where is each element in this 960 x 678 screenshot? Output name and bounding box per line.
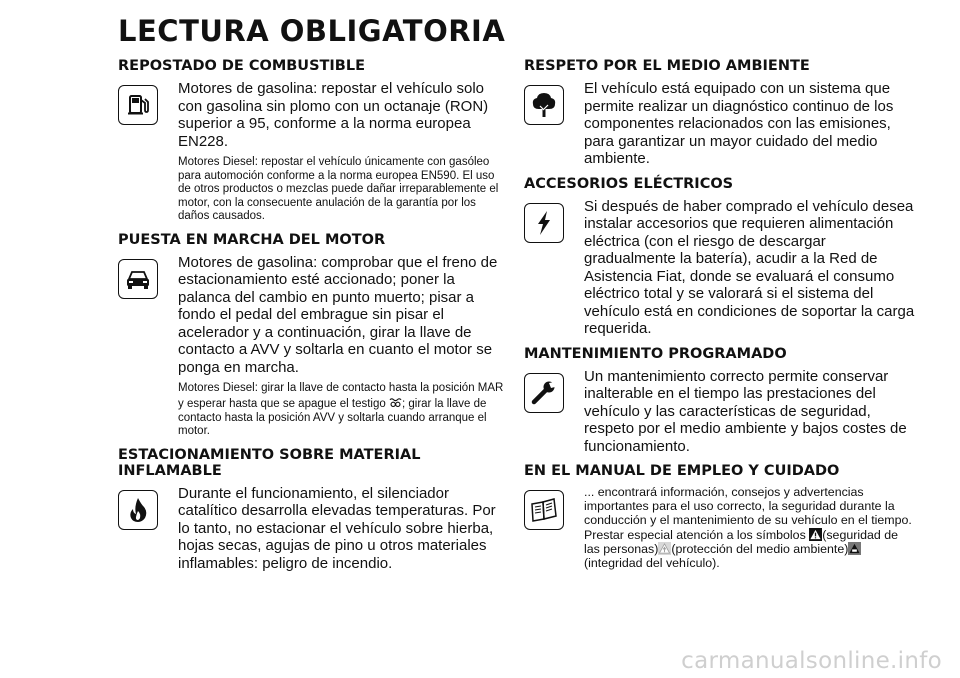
tree-icon — [524, 85, 564, 125]
lightning-icon — [524, 203, 564, 243]
warning-environment-icon — [658, 542, 671, 555]
engine-start-text-before: Motores Diesel: girar la llave de contacto hasta la posición MAR y esperar hasta que se apague el testigo — [178, 382, 504, 411]
car-icon — [118, 259, 158, 299]
refuel-text-main: Motores de gasolina: repostar el vehículo solo con gasolina sin plomo con un octanaje (RON) superior a 95, conforme a la norma europea EN228. — [178, 80, 489, 150]
engine-start-text-main: Motores de gasolina: comprobar que el freno de estacionamiento esté accionado; poner la palanca del cambio en punto muerto; pisar a fondo el pedal del embrague sin pisar el acelerador y a continuación, girar la llave de contacto a AVV y soltarla en cuanto el motor se ponga en marcha. — [178, 253, 498, 376]
book-icon — [524, 490, 564, 530]
watermark: carmanualsonline.info — [681, 648, 942, 674]
section-parking — [118, 447, 510, 573]
section-heading-engine-start: PUESTA EN MARCHA DEL MOTOR — [118, 231, 386, 248]
engine-start-text-after: ; girar la llave de contacto hasta la posición AVV y soltarla cuando arranque el motor. — [178, 398, 487, 438]
section-electrical — [524, 176, 916, 338]
section-heading-parking: ESTACIONAMIENTO SOBRE MATERIAL INFLAMABLE — [118, 446, 421, 479]
section-engine-start — [118, 232, 510, 439]
flame-icon — [118, 490, 158, 530]
wrench-icon — [524, 373, 564, 413]
section-heading-electrical: ACCESORIOS ELÉCTRICOS — [524, 175, 734, 192]
maintenance-text-main: Un mantenimiento correcto permite conservar inalterable en el tiempo las prestaciones del vehículo y las características de seguridad, respeto por el medio ambiente y bajos costes de funcionamiento. — [584, 367, 907, 455]
engine-start-text-secondary — [178, 382, 510, 438]
section-refuel — [118, 58, 510, 224]
section-manual — [524, 463, 916, 570]
right-column — [524, 58, 916, 570]
refuel-text-secondary: Motores Diesel: repostar el vehículo únicamente con gasóleo para automoción conforme a la norma europea EN590. El uso de otros productos o mezclas puede dañar irreparablemente el motor, con la consecuente anulación de la garantía por los daños causados. — [178, 156, 499, 223]
glow-plug-icon — [389, 396, 402, 409]
electrical-text-main: Si después de haber comprado el vehículo desea instalar accesorios que requieren alimentación eléctrica (con el riesgo de descargar gradualmente la batería), acudir a la Red de Asistencia Fiat, donde se evaluará el consumo eléctrico total y se valorará si el sistema del vehículo está en condiciones de soportar la carga requerida. — [584, 197, 915, 337]
manual-text — [584, 485, 916, 570]
manual-text-2: (seguridad de las personas) — [584, 527, 899, 556]
manual-text-4: (integridad del vehículo). — [584, 556, 720, 571]
page-title: LECTURA OBLIGATORIA — [118, 14, 506, 48]
warning-vehicle-icon — [848, 542, 861, 555]
section-environment — [524, 58, 916, 168]
section-heading-maintenance: MANTENIMIENTO PROGRAMADO — [524, 345, 787, 362]
section-heading-manual: EN EL MANUAL DE EMPLEO Y CUIDADO — [524, 463, 840, 479]
manual-text-1: ... encontrará información, consejos y advertencias importantes para el uso correcto, la seguridad durante la conducción y el mantenimiento de su vehículo en el tiempo. Prestar especial atención a los símbolos — [584, 485, 912, 542]
warning-person-icon — [809, 528, 822, 541]
left-column — [118, 58, 510, 572]
section-heading-refuel: REPOSTADO DE COMBUSTIBLE — [118, 58, 366, 74]
section-maintenance — [524, 346, 916, 456]
fuel-pump-icon — [118, 85, 158, 125]
environment-text-main: El vehículo está equipado con un sistema que permite realizar un diagnóstico continuo de los componentes relacionados con las emisiones, para garantizar un mayor cuidado del medio ambiente. — [584, 80, 894, 167]
manual-text-3: (protección del medio ambiente) — [671, 541, 849, 556]
parking-text-main: Durante el funcionamiento, el silenciador catalítico desarrolla elevadas temperaturas. Por lo tanto, no estacionar el vehículo sobre hierba, hojas secas, agujas de pino u otros materiales inflamables: peligro de incendio. — [178, 484, 496, 572]
section-heading-environment: RESPETO POR EL MEDIO AMBIENTE — [524, 58, 810, 74]
